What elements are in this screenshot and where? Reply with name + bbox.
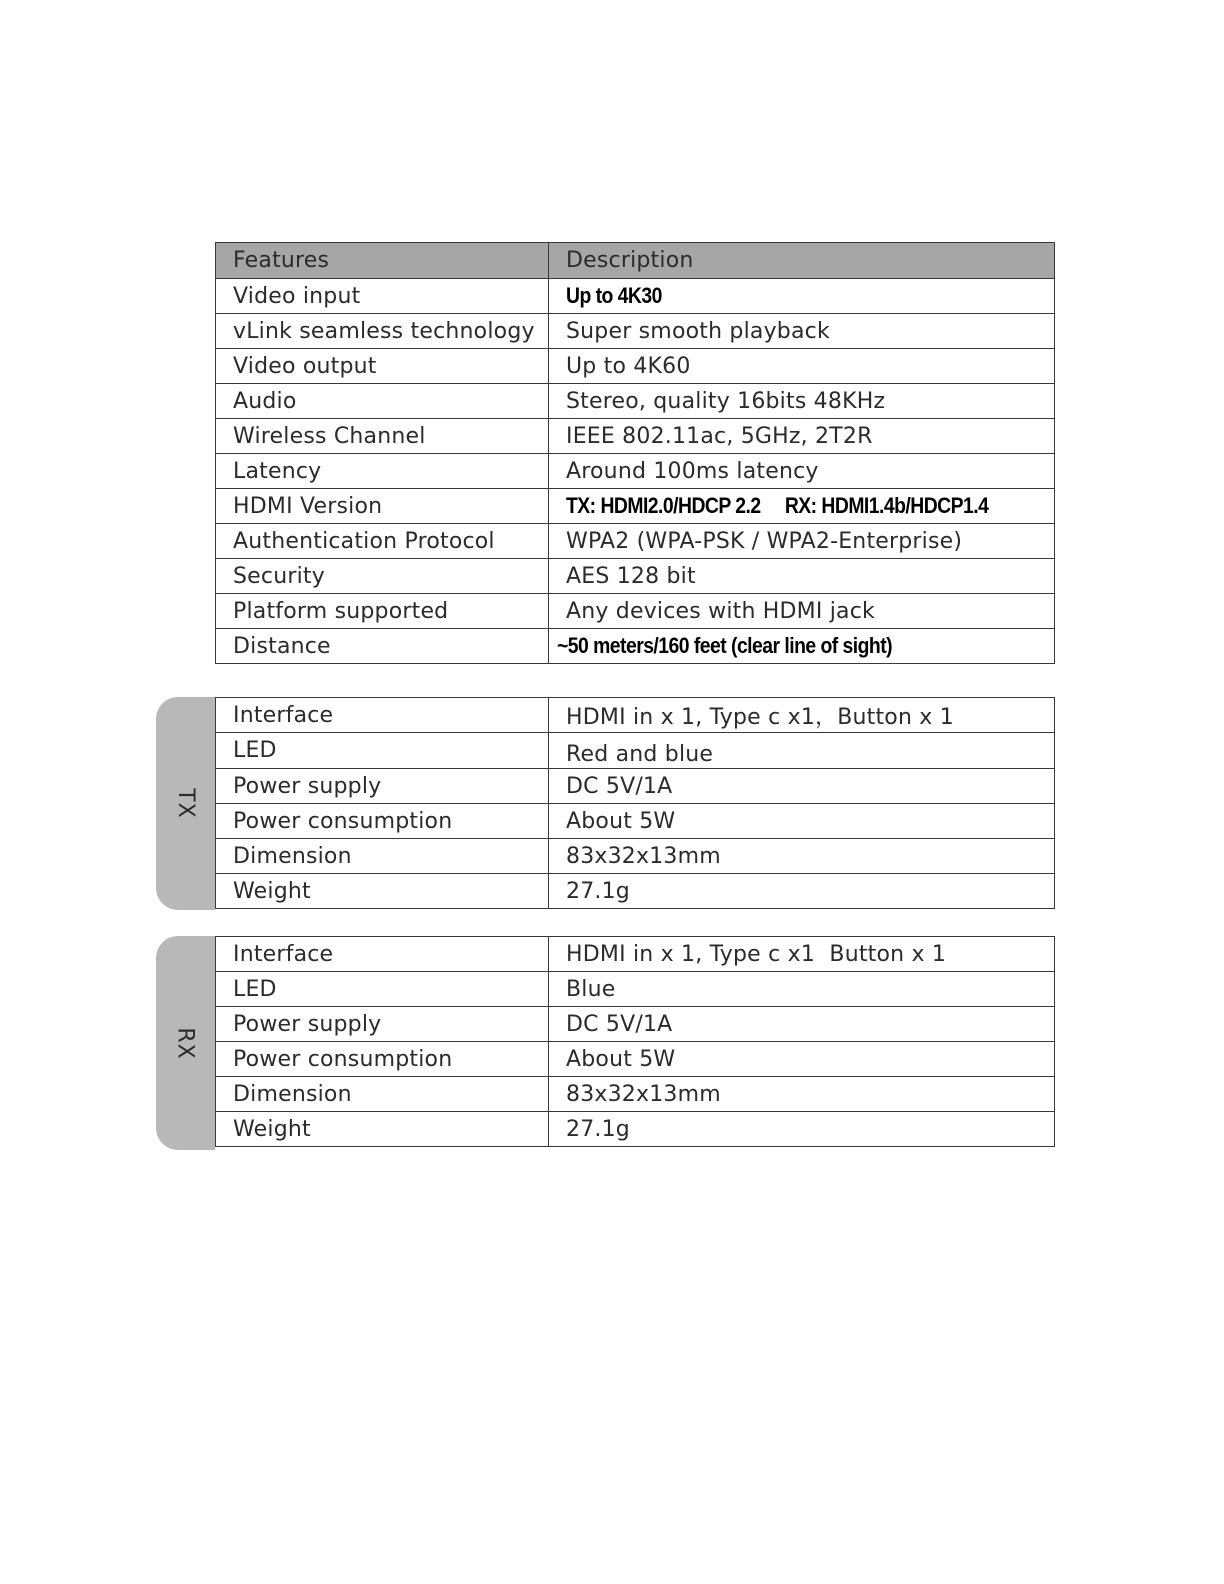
tx-label: TX (172, 788, 198, 819)
description-cell: Super smooth playback (549, 314, 1055, 349)
table-row (216, 839, 1055, 874)
table-row (216, 733, 1055, 769)
table-row (216, 972, 1055, 1007)
feature-cell: Authentication Protocol (216, 524, 549, 559)
table-header-row (216, 243, 1055, 279)
feature-cell: Weight (216, 874, 549, 909)
feature-cell: Video output (216, 349, 549, 384)
table-row (216, 384, 1055, 419)
feature-cell: Dimension (216, 839, 549, 874)
description-cell: Around 100ms latency (549, 454, 1055, 489)
feature-cell: Power consumption (216, 1042, 549, 1077)
feature-cell: Platform supported (216, 594, 549, 629)
feature-cell: Dimension (216, 1077, 549, 1112)
description-cell: DC 5V/1A (549, 1007, 1055, 1042)
feature-cell: vLink seamless technology (216, 314, 549, 349)
table-row (216, 874, 1055, 909)
description-cell: About 5W (549, 1042, 1055, 1077)
table-row (216, 594, 1055, 629)
feature-cell: Security (216, 559, 549, 594)
table-row (216, 454, 1055, 489)
description-cell (549, 629, 1055, 664)
feature-cell: HDMI Version (216, 489, 549, 524)
tx-specs-table (215, 697, 1055, 909)
feature-cell: Video input (216, 279, 549, 314)
description-cell: Stereo, quality 16bits 48KHz (549, 384, 1055, 419)
table-row (216, 559, 1055, 594)
feature-cell: Power supply (216, 1007, 549, 1042)
feature-cell: Audio (216, 384, 549, 419)
rx-section-tab (156, 936, 215, 1150)
tx-section-tab (156, 697, 215, 910)
table-row (216, 279, 1055, 314)
rx-specs-table (215, 936, 1055, 1147)
description-cell: Up to 4K60 (549, 349, 1055, 384)
description-cell: 83x32x13mm (549, 839, 1055, 874)
feature-cell: Wireless Channel (216, 419, 549, 454)
feature-cell: Weight (216, 1112, 549, 1147)
description-cell: WPA2 (WPA-PSK / WPA2-Enterprise) (549, 524, 1055, 559)
table-row (216, 349, 1055, 384)
description-cell: IEEE 802.11ac, 5GHz, 2T2R (549, 419, 1055, 454)
feature-cell: Interface (216, 937, 549, 972)
table-row (216, 1007, 1055, 1042)
description-cell: 27.1g (549, 1112, 1055, 1147)
description-cell: Any devices with HDMI jack (549, 594, 1055, 629)
description-cell: DC 5V/1A (549, 769, 1055, 804)
description-cell (549, 279, 1055, 314)
feature-cell: Power consumption (216, 804, 549, 839)
table-row (216, 1077, 1055, 1112)
description-cell: Red and blue (549, 733, 1055, 769)
feature-cell: Latency (216, 454, 549, 489)
feature-cell: LED (216, 972, 549, 1007)
table-row (216, 1042, 1055, 1077)
description-cell: AES 128 bit (549, 559, 1055, 594)
description-text: Up to 4K30 (566, 283, 662, 308)
feature-cell: Interface (216, 698, 549, 733)
features-table (215, 242, 1055, 664)
table-row (216, 1112, 1055, 1147)
table-row (216, 769, 1055, 804)
description-text: TX: HDMI2.0/HDCP 2.2 RX: HDMI1.4b/HDCP1.4 (566, 493, 989, 518)
description-cell (549, 489, 1055, 524)
description-cell: 27.1g (549, 874, 1055, 909)
header-features: Features (216, 243, 549, 279)
description-cell: 83x32x13mm (549, 1077, 1055, 1112)
description-cell: About 5W (549, 804, 1055, 839)
feature-cell: Distance (216, 629, 549, 664)
description-text: ~50 meters/160 feet (clear line of sight) (557, 633, 893, 658)
table-row (216, 804, 1055, 839)
table-row (216, 937, 1055, 972)
feature-cell: Power supply (216, 769, 549, 804)
description-cell: HDMI in x 1, Type c x1 Button x 1 (549, 937, 1055, 972)
rx-label: RX (172, 1026, 198, 1060)
table-row (216, 629, 1055, 664)
feature-cell: LED (216, 733, 549, 769)
table-row (216, 489, 1055, 524)
header-description: Description (549, 243, 1055, 279)
table-row (216, 314, 1055, 349)
description-cell: Blue (549, 972, 1055, 1007)
table-row (216, 419, 1055, 454)
table-row (216, 524, 1055, 559)
description-cell: HDMI in x 1, Type c x1，Button x 1 (549, 698, 1055, 733)
table-row (216, 698, 1055, 733)
